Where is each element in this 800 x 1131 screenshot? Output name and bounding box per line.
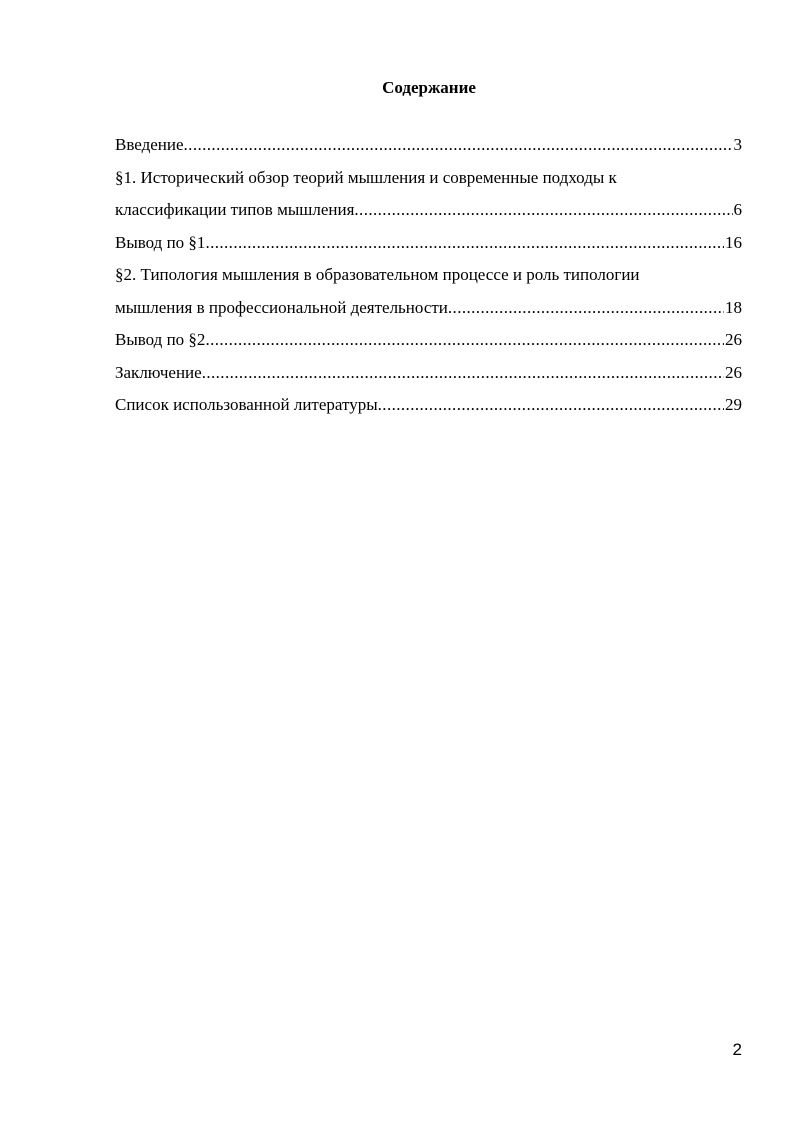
toc-entry-title: Вывод по §2 <box>115 330 206 349</box>
toc-entry-title: мышления в профессиональной деятельности <box>115 297 448 317</box>
toc-entry-references[interactable] <box>115 389 742 422</box>
toc-entry-page: 29 <box>725 395 742 414</box>
toc-entry-page: 18 <box>725 297 742 317</box>
toc-entry-title: классификации типов мышления <box>115 200 355 219</box>
toc-entry-conclusion-section-2[interactable] <box>115 324 742 357</box>
page-number: 2 <box>732 1040 742 1059</box>
toc-leader-dots <box>184 129 733 162</box>
toc-line <box>115 129 742 162</box>
toc-line <box>115 194 742 227</box>
toc-entry-conclusion[interactable] <box>115 357 742 390</box>
toc-entry-title: Список использованной литературы <box>115 395 378 414</box>
toc-line <box>115 324 742 357</box>
toc-entry-title: Вывод по §1 <box>115 232 206 252</box>
toc-title: Содержание <box>382 78 476 97</box>
toc-line <box>115 227 742 260</box>
toc-entry-section-1[interactable] <box>115 162 742 227</box>
toc-entry-title-line-1: §2. Типология мышления в образовательном процессе и роль типологии <box>115 265 640 284</box>
toc-entry-page: 26 <box>725 362 742 382</box>
toc-line <box>115 292 742 325</box>
toc-entry-title: Заключение <box>115 362 202 382</box>
toc-entry-title: Введение <box>115 135 184 154</box>
toc-leader-dots <box>205 324 724 357</box>
toc-entry-page: 3 <box>733 135 742 154</box>
toc-leader-dots <box>354 194 732 227</box>
table-of-contents <box>115 129 742 422</box>
toc-entry-page: 16 <box>725 232 742 252</box>
toc-line <box>115 357 742 390</box>
toc-leader-dots <box>205 227 724 260</box>
toc-entry-section-2[interactable] <box>115 259 742 324</box>
toc-entry-conclusion-section-1[interactable] <box>115 227 742 260</box>
toc-line <box>115 389 742 422</box>
toc-leader-dots <box>448 292 724 325</box>
toc-leader-dots <box>202 357 724 390</box>
toc-entry-title-line-1: §1. Исторический обзор теорий мышления и современные подходы к <box>115 167 617 187</box>
toc-leader-dots <box>378 389 724 422</box>
toc-entry-page: 26 <box>725 330 742 349</box>
toc-entry-introduction[interactable] <box>115 129 742 162</box>
toc-entry-page: 6 <box>733 200 742 219</box>
